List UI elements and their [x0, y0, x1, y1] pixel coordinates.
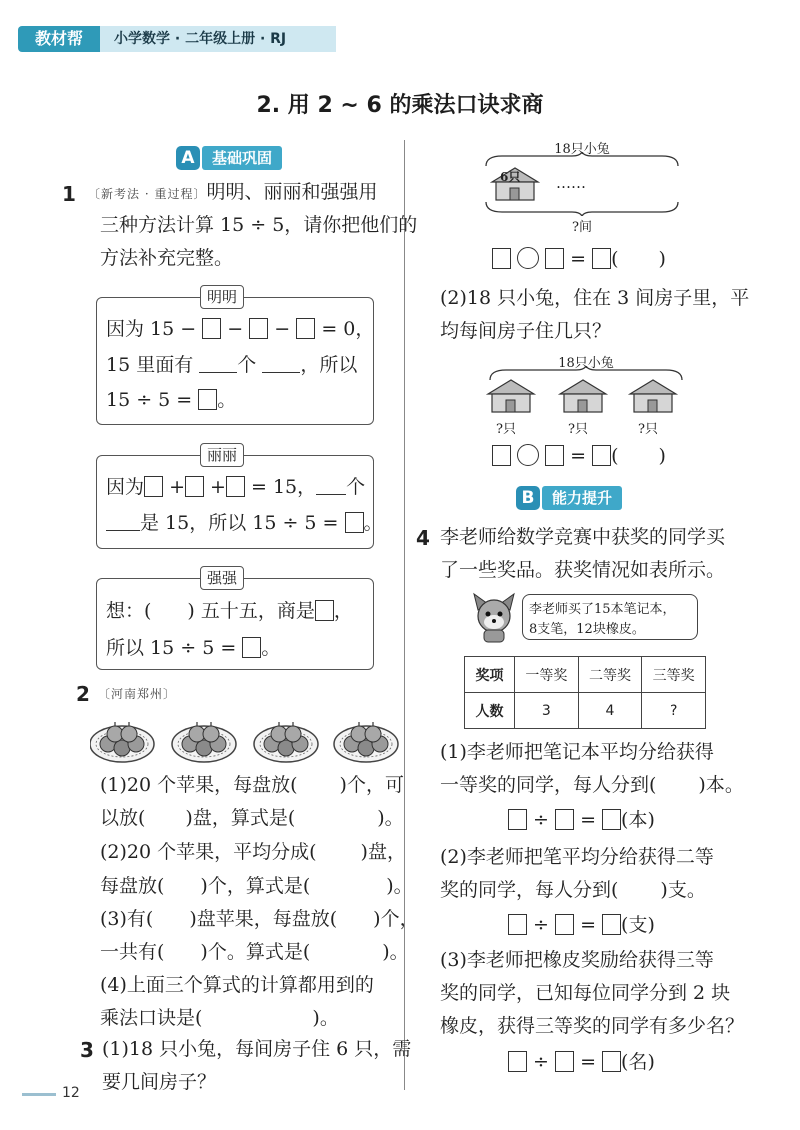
q2-s3-d: 一共有( [100, 941, 165, 963]
q2-s3-line2 [100, 938, 409, 966]
speech-bubble-line-2: 8支笔，12块橡皮。 [529, 622, 645, 637]
qiangqiang-text-d: 所以 15 ÷ 5 = [106, 637, 237, 659]
fig2-top-label: 18只小兔 [558, 356, 614, 371]
speech-bubble-line-1: 李老师买了15本笔记本， [529, 602, 676, 617]
q2-s3-e: )个。算式是( [200, 941, 311, 963]
answer-box[interactable] [249, 318, 268, 339]
q2-s3-b: )盘苹果，每盘放( [189, 908, 338, 930]
q4-p2-line2 [440, 876, 706, 904]
q3-figure-1 [482, 138, 682, 234]
divide-sign: ÷ [533, 914, 549, 936]
unit-label: (名) [621, 1051, 655, 1073]
q4-p1-line2 [440, 771, 744, 799]
answer-box[interactable] [555, 809, 574, 830]
equals-sign: = [580, 914, 596, 936]
answer-box[interactable] [185, 476, 204, 497]
q4-number: 4 [416, 526, 430, 550]
q2-s2-a: (2)20 个苹果，平均分成( [100, 841, 317, 863]
q2-s1-a: (1)20 个苹果，每盘放( [100, 774, 298, 796]
q4-p2-b: 奖的同学，每人分到( [440, 879, 619, 901]
q4-line-1: 李老师给数学竞赛中获奖的同学买 [440, 526, 726, 548]
answer-box[interactable] [545, 248, 564, 269]
table-header-cell: 一等奖 [515, 657, 579, 693]
fig1-bottom-brace [482, 200, 682, 216]
table-header-cell: 三等奖 [642, 657, 706, 693]
answer-box[interactable] [602, 914, 621, 935]
answer-box[interactable] [144, 476, 163, 497]
answer-box[interactable] [508, 809, 527, 830]
lili-text-c: + [210, 476, 226, 498]
lili-line-1 [106, 473, 365, 501]
fig2-label-1: ?只 [496, 422, 516, 437]
answer-box[interactable] [492, 445, 511, 466]
answer-blank[interactable] [199, 355, 237, 373]
fig1-dots: …… [556, 174, 586, 192]
method-lili-label: 丽丽 [200, 443, 244, 467]
qiangqiang-text-e: 。 [261, 637, 281, 659]
mingming-text-a: 因为 15 − [106, 318, 197, 340]
section-a-heading [176, 145, 282, 171]
equals-sign: = [580, 809, 596, 831]
paren-open: ( [611, 248, 619, 270]
q2-s3-c: )个， [373, 908, 419, 930]
q4-p3-line3: 橡皮，获得三等奖的同学有多少名？ [440, 1015, 745, 1037]
table-cell: ? [642, 693, 706, 729]
apple-plates [90, 712, 400, 768]
q4-p1-line1: (1)李老师把笔记本平均分给获得 [440, 741, 714, 763]
qiangqiang-line-1 [106, 597, 353, 625]
q2-s2-b: )盘， [360, 841, 406, 863]
mingming-line-1 [106, 315, 374, 343]
brand-badge: 教材帮 [18, 26, 100, 52]
fig2-houses [486, 378, 686, 414]
divide-sign: ÷ [533, 809, 549, 831]
q2-s2-c: 每盘放( [100, 875, 165, 897]
lili-text-g: 。 [363, 512, 383, 534]
table-row-label: 人数 [465, 693, 515, 729]
section-b-label: 能力提升 [542, 486, 622, 510]
q1-tag: 〔新考法 · 重过程〕 [88, 187, 207, 201]
paren-open: ( [611, 445, 619, 467]
q2-s2-d: )个，算式是( [200, 875, 311, 897]
q4-equation-1 [508, 806, 655, 834]
fig1-house-label: 6只 [500, 170, 521, 184]
equals-sign: = [570, 248, 587, 270]
equals-sign: = [580, 1051, 596, 1073]
q2-s4-line1: (4)上面三个算式的计算都用到的 [100, 974, 374, 996]
award-table [464, 656, 706, 729]
method-mingming-label: 明明 [200, 285, 244, 309]
paren-close: ) [658, 445, 666, 467]
q1-number: 1 [62, 182, 76, 206]
q4-p1-c: )本。 [698, 774, 744, 796]
q2-s1-c: 以放( [100, 807, 146, 829]
fig1-bottom-label: ?间 [572, 220, 592, 235]
mingming-text-b: − [227, 318, 244, 340]
q1-line-1 [88, 178, 377, 208]
operator-circle[interactable] [517, 247, 539, 269]
mingming-line-2 [106, 351, 357, 379]
q2-number: 2 [76, 682, 90, 706]
header-subtitle: 小学数学 · 二年级上册 · RJ [100, 26, 336, 52]
section-a-letter: A [176, 146, 200, 170]
q4-p1-b: 一等奖的同学，每人分到( [440, 774, 657, 796]
table-cell: 3 [515, 693, 579, 729]
header-bar [18, 26, 318, 54]
q3-p1-line1: (1)18 只小兔，每间房子住 6 只，需 [102, 1038, 412, 1060]
lili-text-b: + [169, 476, 185, 498]
fig2-label-3: ?只 [638, 422, 658, 437]
q3-p1-line2: 要几间房子？ [102, 1071, 217, 1093]
answer-box[interactable] [602, 1051, 621, 1072]
table-row [465, 693, 706, 729]
answer-blank[interactable] [262, 355, 300, 373]
qiangqiang-text-c: ， [333, 600, 353, 622]
q2-s4-c: )。 [312, 1007, 339, 1029]
q2-s2-line1 [100, 838, 406, 866]
answer-box[interactable] [602, 809, 621, 830]
mingming-text-h: 15 ÷ 5 = [106, 389, 193, 411]
answer-box[interactable] [296, 318, 315, 339]
page-number: 12 [62, 1085, 80, 1101]
fig2-label-2: ?只 [568, 422, 588, 437]
mingming-text-g: ，所以 [300, 354, 358, 376]
unit-label: (支) [621, 914, 655, 936]
mingming-text-d: = 0， [321, 318, 375, 340]
method-qiangqiang-label: 强强 [200, 566, 244, 590]
answer-box[interactable] [198, 389, 217, 410]
qiangqiang-text-a: 想：( [106, 600, 152, 622]
answer-box[interactable] [508, 1051, 527, 1072]
speech-bubble [522, 594, 698, 640]
table-row [465, 657, 706, 693]
answer-box[interactable] [555, 914, 574, 935]
answer-box[interactable] [345, 512, 364, 533]
answer-box[interactable] [315, 600, 334, 621]
table-header-cell: 奖项 [465, 657, 515, 693]
paren-close: ) [658, 248, 666, 270]
q2-s2-line2 [100, 872, 413, 900]
footer-decoration [22, 1093, 56, 1096]
q2-s1-b: )个，可 [339, 774, 404, 796]
q3-number: 3 [80, 1038, 94, 1062]
equals-sign: = [570, 445, 587, 467]
lili-text-d: = 15， [251, 476, 317, 498]
table-header-cell: 二等奖 [578, 657, 642, 693]
answer-box[interactable] [226, 476, 245, 497]
qiangqiang-text-b: ) 五十五，商是 [187, 600, 315, 622]
q2-s1-line1 [100, 771, 404, 799]
q3-equation-2 [492, 442, 666, 470]
q2-s3-a: (3)有( [100, 908, 154, 930]
answer-box[interactable] [242, 637, 261, 658]
section-b-letter: B [516, 486, 540, 510]
q3-p2-line1: (2)18 只小兔，住在 3 间房子里，平 [440, 287, 750, 309]
q1-line-3: 方法补充完整。 [100, 247, 234, 269]
q4-equation-2 [508, 911, 655, 939]
answer-box[interactable] [508, 914, 527, 935]
table-cell: 4 [578, 693, 642, 729]
answer-box[interactable] [545, 445, 564, 466]
answer-box[interactable] [592, 445, 611, 466]
mingming-text-i: 。 [217, 389, 237, 411]
apple-plates-illustration [90, 712, 400, 768]
lili-text-a: 因为 [106, 476, 145, 498]
q4-p2-c: )支。 [660, 879, 706, 901]
q2-s1-d: )盘，算式是( [185, 807, 296, 829]
lili-text-f: 是 15，所以 15 ÷ 5 = [140, 512, 339, 534]
mingming-text-c: − [274, 318, 291, 340]
q2-s1-line2 [100, 804, 404, 832]
q4-p3-line2: 奖的同学，已知每位同学分到 2 块 [440, 982, 731, 1004]
q1-text-1: 明明、丽丽和强强用 [206, 181, 378, 203]
q4-p3-line1: (3)李老师把橡皮奖励给获得三等 [440, 949, 714, 971]
q2-s1-e: )。 [377, 807, 404, 829]
unit-label: (本) [621, 809, 655, 831]
cartoon-fox-icon [470, 592, 518, 644]
q2-s4-b: 乘法口诀是( [100, 1007, 203, 1029]
q2-tag: 〔河南郑州〕 [98, 687, 177, 701]
mingming-text-e: 15 里面有 [106, 354, 194, 376]
q2-s3-f: )。 [382, 941, 409, 963]
q2-s3-line1 [100, 905, 419, 933]
q3-p2-line2: 均每间房子住几只？ [440, 320, 612, 342]
lili-line-2 [106, 509, 383, 537]
answer-blank[interactable] [106, 513, 140, 531]
operator-circle[interactable] [517, 444, 539, 466]
q3-figure-2 [486, 352, 686, 442]
q4-p2-line1: (2)李老师把笔平均分给获得二等 [440, 846, 714, 868]
mingming-text-f: 个 [237, 354, 257, 376]
q3-equation-1 [492, 245, 666, 273]
q4-line-2: 了一些奖品。获奖情况如表所示。 [440, 559, 726, 581]
section-a-label: 基础巩固 [202, 146, 282, 170]
answer-blank[interactable] [316, 477, 346, 495]
section-b-heading [516, 485, 622, 511]
answer-box[interactable] [555, 1051, 574, 1072]
mingming-line-3 [106, 386, 236, 414]
answer-box[interactable] [202, 318, 221, 339]
page-title: 2. 用 2 ~ 6 的乘法口诀求商 [256, 93, 544, 118]
divide-sign: ÷ [533, 1051, 549, 1073]
qiangqiang-line-2 [106, 634, 280, 662]
fig1-top-label: 18只小兔 [554, 142, 610, 157]
q4-equation-3 [508, 1048, 655, 1076]
q2-s4-line2 [100, 1004, 339, 1032]
answer-box[interactable] [492, 248, 511, 269]
q1-line-2: 三种方法计算 15 ÷ 5，请你把他们的 [100, 214, 418, 236]
q2-s2-e: )。 [386, 875, 413, 897]
lili-text-e: 个 [346, 476, 366, 498]
answer-box[interactable] [592, 248, 611, 269]
